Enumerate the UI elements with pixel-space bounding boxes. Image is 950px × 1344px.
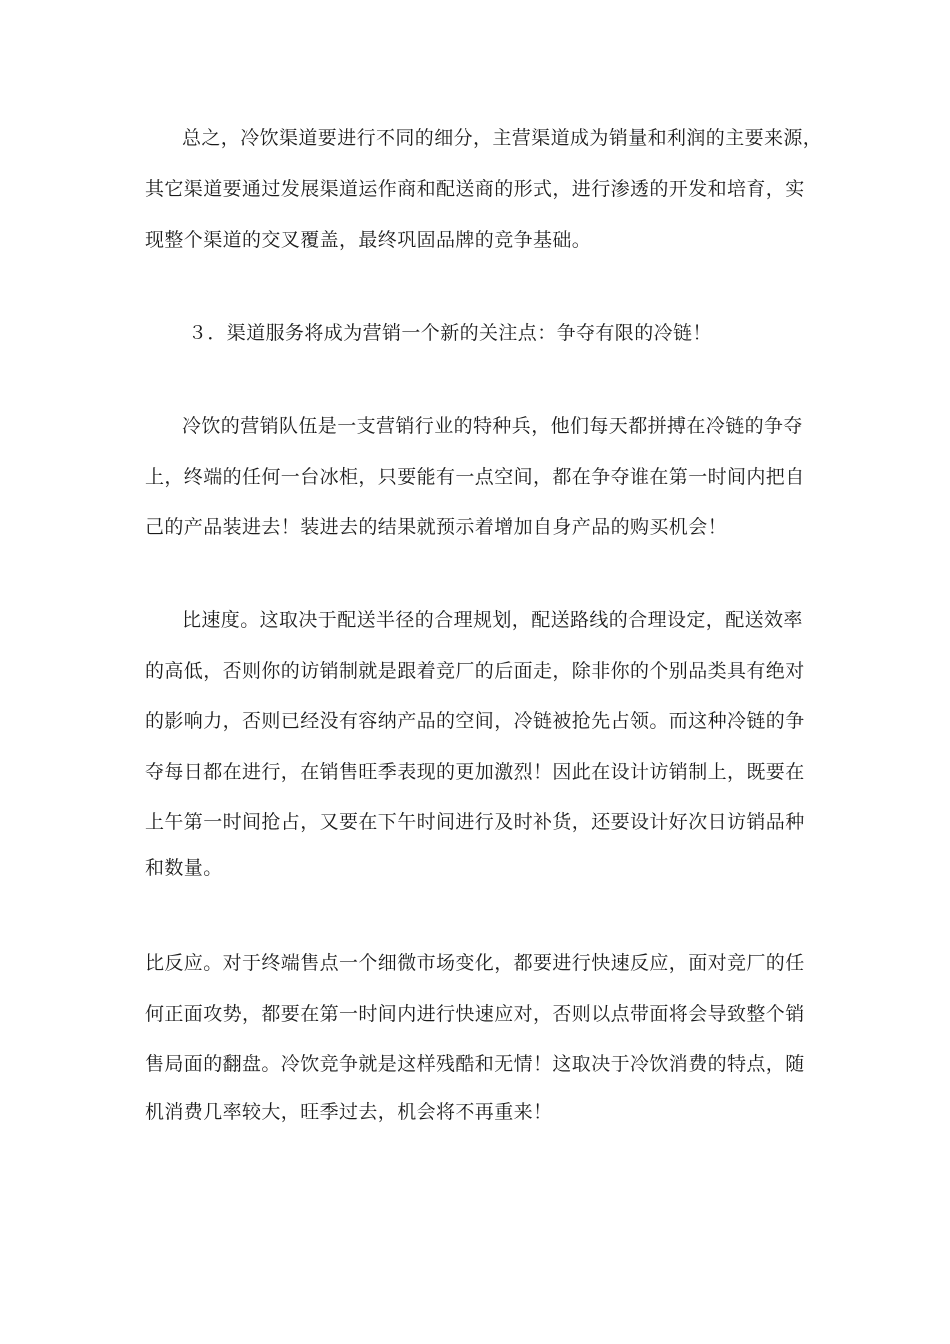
paragraph-4-line-1: 比速度。这取决于配送半径的合理规划，配送路线的合理设定，配送效率 [182,609,803,631]
paragraph-4-line-6: 和数量。 [145,857,223,879]
section-heading: ３．渠道服务将成为营销一个新的关注点：争夺有限的冷链！ [188,322,712,344]
paragraph-4-line-2: 的高低，否则你的访销制就是跟着竞厂的后面走，除非你的个别品类具有绝对 [145,660,805,682]
paragraph-3-line-3: 己的产品装进去！装进去的结果就预示着增加自身产品的购买机会！ [145,516,728,538]
paragraph-1-line-2: 其它渠道要通过发展渠道运作商和配送商的形式，进行渗透的开发和培育，实 [145,178,805,200]
paragraph-5-line-2: 何正面攻势，都要在第一时间内进行快速应对，否则以点带面将会导致整个销 [145,1003,805,1025]
paragraph-4-line-3: 的影响力，否则已经没有容纳产品的空间，冷链被抢先占领。而这种冷链的争 [145,710,805,732]
paragraph-3-line-2: 上，终端的任何一台冰柜，只要能有一点空间，都在争夺谁在第一时间内把自 [145,466,805,488]
paragraph-5-line-4: 机消费几率较大，旺季过去，机会将不再重来！ [145,1101,553,1123]
paragraph-5-line-1: 比反应。对于终端售点一个细微市场变化，都要进行快速反应，面对竞厂的任 [145,952,805,974]
paragraph-5-line-3: 售局面的翻盘。冷饮竞争就是这样残酷和无情！这取决于冷饮消费的特点，随 [145,1053,805,1075]
paragraph-1-line-3: 现整个渠道的交叉覆盖，最终巩固品牌的竞争基础。 [145,229,592,251]
paragraph-4-line-5: 上午第一时间抢占，又要在下午时间进行及时补货，还要设计好次日访销品种 [145,811,805,833]
paragraph-3-line-1: 冷饮的营销队伍是一支营销行业的特种兵，他们每天都拼搏在冷链的争夺 [182,415,803,437]
paragraph-1-line-1: 总之，冷饮渠道要进行不同的细分，主营渠道成为销量和利润的主要来源， [182,127,823,149]
paragraph-4-line-4: 夺每日都在进行，在销售旺季表现的更加激烈！因此在设计访销制上，既要在 [145,761,805,783]
